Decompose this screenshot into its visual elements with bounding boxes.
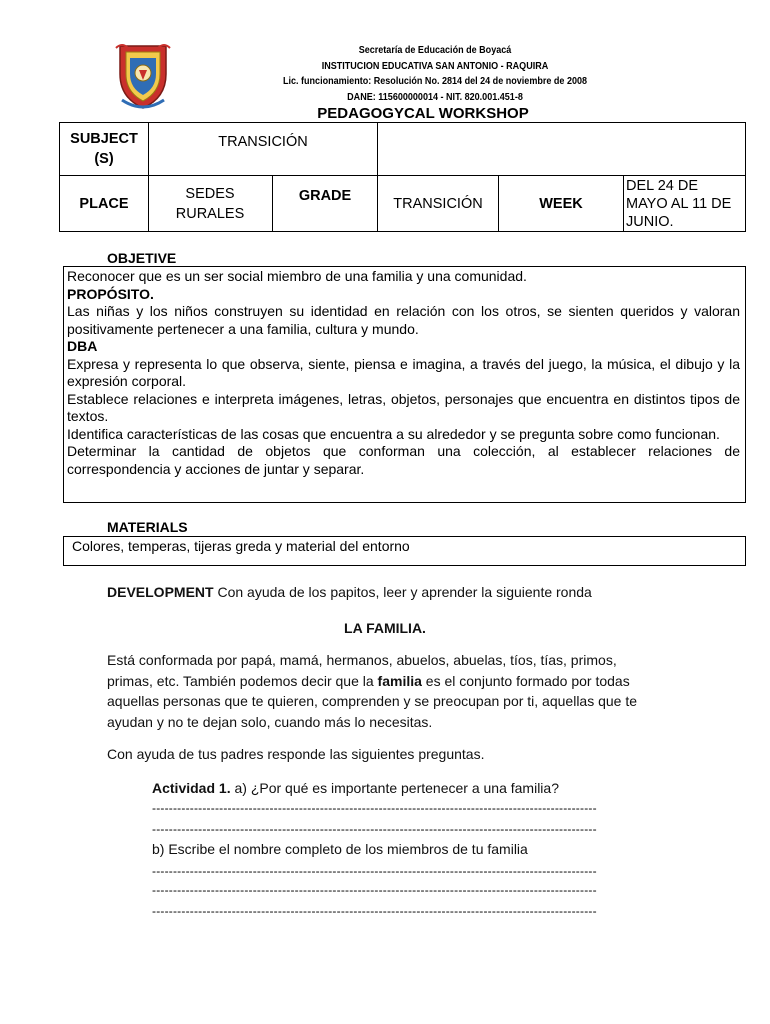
place-label: PLACE: [79, 196, 129, 212]
family-paragraph-end: es el conjunto formado por todas aquellas personas que te quieren, comprenden y se preocupan por ti, aquellas que te ayudan y no te dejan solo, cuando más lo necesitas.: [107, 672, 638, 730]
week-value: DEL 24 DE MAYO AL 11 DE JUNIO.: [626, 178, 732, 230]
answer-line: ----------------------------------------------------------------------------------------------------------: [152, 865, 597, 877]
grade-value: TRANSICIÓN: [393, 196, 483, 212]
materials-text: Colores, temperas, tijeras greda y material del entorno: [72, 538, 410, 554]
development-text: Con ayuda de los papitos, leer y aprender la siguiente ronda: [213, 584, 592, 600]
purpose-label: PROPÓSITO.: [67, 285, 154, 302]
dba-label: DBA: [67, 338, 98, 354]
family-paragraph-start: Está conformada por papá, mamá, hermanos, abuelos, abuelas, tíos, tías, primos, primas, etc. También podemos decir que la: [107, 652, 617, 689]
subject-label: SUBJECT (S): [70, 131, 138, 167]
subtitle-la-familia: LA FAMILIA.: [344, 620, 426, 636]
purpose-text: Las niñas y los niños construyen su identidad en relación con los otros, se sienten queridos y valoran positivamente pertenecer a una familia, cultura y mundo.: [67, 303, 740, 337]
header-license: Lic. funcionamiento: Resolución No. 2814 del 24 de noviembre de 2008: [282, 75, 588, 87]
answer-line: ----------------------------------------------------------------------------------------------------------: [152, 884, 597, 896]
instruction-text: Con ayuda de tus padres responde las siguientes preguntas.: [107, 746, 485, 762]
development-line: [107, 582, 707, 603]
question-a: a) ¿Por qué es importante pertenecer a una familia?: [230, 780, 559, 796]
objective-text: Reconocer que es un ser social miembro de una familia y una comunidad.: [67, 268, 527, 284]
answer-line: ----------------------------------------------------------------------------------------------------------: [152, 823, 597, 835]
dba-item: Identifica características de las cosas que encuentra a su alrededor y se pregunta sobre como funcionan.: [67, 425, 720, 442]
answer-line: ----------------------------------------------------------------------------------------------------------: [152, 905, 597, 917]
info-table-col-divider: [623, 175, 624, 232]
family-paragraph-bold: familia: [377, 672, 422, 689]
materials-label: MATERIALS: [107, 519, 188, 535]
question-b: b) Escribe el nombre completo de los miembros de tu familia: [152, 841, 528, 857]
objective-label: OBJETIVE: [107, 250, 177, 266]
subject-value: TRANSICIÓN: [218, 134, 308, 150]
activity-line: [152, 778, 559, 799]
header-institution: INSTITUCION EDUCATIVA SAN ANTONIO - RAQUIRA: [321, 60, 549, 72]
grade-label: GRADE: [298, 188, 352, 204]
answer-line: ----------------------------------------------------------------------------------------------------------: [152, 802, 597, 814]
dba-item: Determinar la cantidad de objetos que conforman una colección, al establecer relaciones de correspondencia y acciones de juntar y separar.: [67, 443, 740, 477]
family-paragraph: [107, 650, 662, 732]
institution-crest-logo: [112, 40, 174, 112]
header-secretaria: Secretaría de Educación de Boyacá: [358, 44, 512, 56]
activity-label: Actividad 1.: [152, 780, 231, 796]
place-value: SEDES RURALES: [175, 186, 245, 222]
info-table-col-divider: [148, 122, 149, 232]
page-title: PEDAGOGYCAL WORKSHOP: [317, 105, 529, 122]
objective-content: [67, 268, 740, 478]
dba-item: Establece relaciones e interpreta imágenes, letras, objetos, personajes que encuentra en distintos tipos de textos.: [67, 390, 740, 424]
week-label: WEEK: [539, 196, 583, 212]
development-label: DEVELOPMENT: [107, 584, 214, 600]
dba-item: Expresa y representa lo que observa, siente, piensa e imagina, a través del juego, la música, el dibujo y la expresión corporal.: [67, 355, 740, 389]
header-dane-nit: DANE: 115600000014 - NIT. 820.001.451-8: [347, 91, 523, 103]
